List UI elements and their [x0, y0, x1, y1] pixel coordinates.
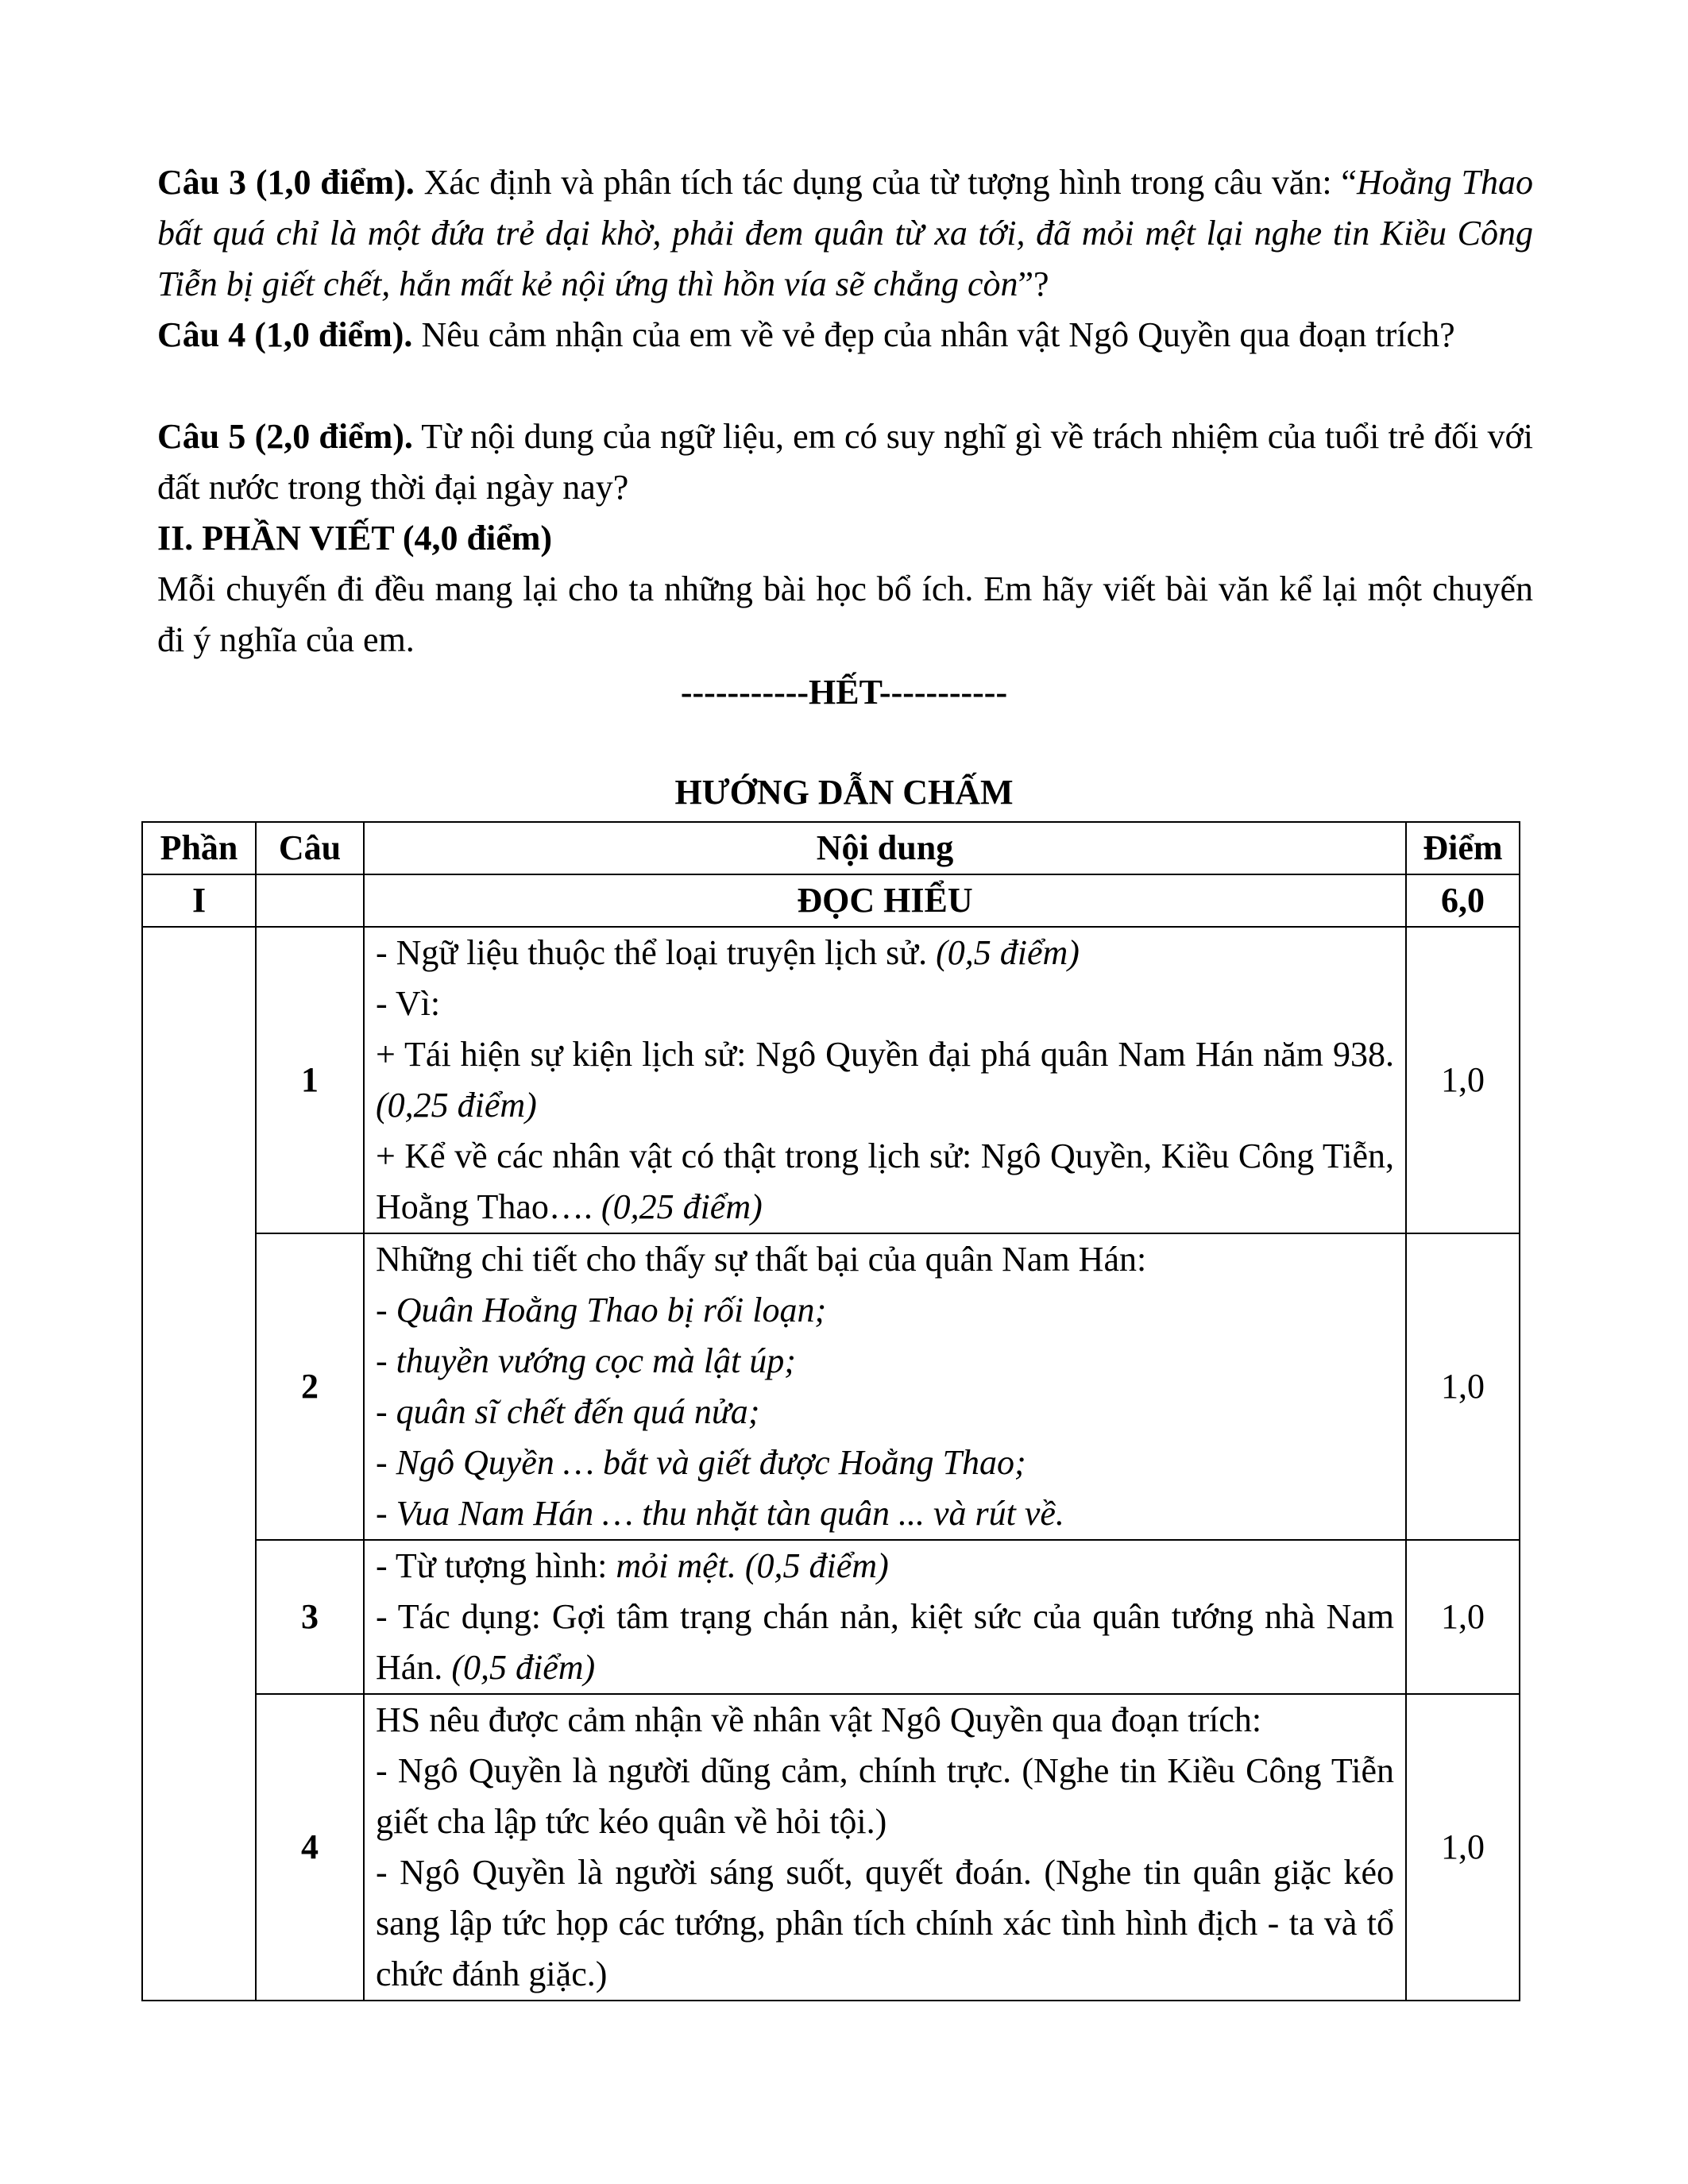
grading-table [141, 821, 1520, 2001]
question-3 [157, 157, 1533, 310]
question-3-prompt: Xác định và phân tích tác dụng của từ tượng hình trong câu văn: “ [414, 163, 1357, 202]
question-3-quote: Hoằng Thao bất quá chỉ là một đứa trẻ dại khờ, phải đem quân từ xa tới, đã mỏi mệt lại nghe tin Kiều Công Tiễn bị giết chết, hắn mất kẻ nội ứng thì hồn vía sẽ chẳng còn [157, 163, 1534, 303]
answer-term: mỏi mệt. (0,5 điểm) [616, 1546, 889, 1585]
answer-content [364, 927, 1406, 1233]
answer-item: - thuyền vướng cọc mà lật úp; [376, 1341, 796, 1380]
answer-item: - Vua Nam Hán … thu nhặt tàn quân ... và rút về. [376, 1494, 1064, 1533]
table-row [142, 1233, 1520, 1540]
part-merged-cell [142, 927, 256, 2001]
header-question: Câu [256, 822, 364, 874]
answer-text: + Tái hiện sự kiện lịch sử: Ngô Quyền đại phá quân Nam Hán năm 938. [376, 1035, 1394, 1074]
answer-intro: Những chi tiết cho thấy sự thất bại của quân Nam Hán: [376, 1240, 1147, 1279]
score-note: (0,5 điểm) [451, 1648, 596, 1687]
table-row [142, 927, 1520, 1233]
answer-text: - Ngữ liệu thuộc thể loại truyện lịch sử. [376, 933, 937, 972]
question-score: 1,0 [1406, 927, 1520, 1233]
question-score: 1,0 [1406, 1540, 1520, 1694]
answer-line [376, 1029, 1394, 1131]
question-3-label: Câu 3 (1,0 điểm). [157, 163, 415, 202]
question-4-prompt: Nêu cảm nhận của em về vẻ đẹp của nhân vật Ngô Quyền qua đoạn trích? [412, 315, 1455, 354]
answer-line: - Ngô Quyền là người sáng suốt, quyết đoán. (Nghe tin quân giặc kéo sang lập tức họp các tướng, phân tích chính xác tình hình địch - ta và tổ chức đánh giặc.) [376, 1853, 1394, 1993]
answer-line: HS nêu được cảm nhận về nhân vật Ngô Quyền qua đoạn trích: [376, 1700, 1262, 1739]
answer-line: - Ngô Quyền là người dũng cảm, chính trực. (Nghe tin Kiều Công Tiễn giết cha lập tức kéo quân về hỏi tội.) [376, 1751, 1394, 1841]
answer-text: - Vì: [376, 984, 441, 1023]
writing-heading: II. PHẦN VIẾT (4,0 điểm) [157, 519, 553, 558]
answer-line [376, 978, 1394, 1029]
header-score: Điểm [1406, 822, 1520, 874]
question-3-tail: ”? [1018, 264, 1049, 303]
score-note: (0,25 điểm) [376, 1086, 537, 1125]
section-title: ĐỌC HIỂU [364, 874, 1406, 927]
writing-prompt: Mỗi chuyến đi đều mang lại cho ta những bài học bổ ích. Em hãy viết bài văn kể lại một chuyến đi ý nghĩa của em. [157, 569, 1533, 659]
answer-line [376, 1592, 1394, 1693]
question-5-label: Câu 5 (2,0 điểm). [157, 417, 413, 456]
answer-item: - Quân Hoằng Thao bị rối loạn; [376, 1291, 827, 1329]
section-empty-cell [256, 874, 364, 927]
question-number: 2 [256, 1233, 364, 1540]
table-header-row [142, 822, 1520, 874]
question-4-label: Câu 4 (1,0 điểm). [157, 315, 413, 354]
header-part: Phần [142, 822, 256, 874]
score-note: (0,25 điểm) [601, 1187, 763, 1226]
end-marker: -----------HẾT----------- [680, 673, 1008, 712]
table-row [142, 1540, 1520, 1694]
answer-content [364, 1694, 1406, 2001]
answer-text: - Từ tượng hình: [376, 1546, 616, 1585]
answer-line [376, 1541, 1394, 1592]
answer-content [364, 1540, 1406, 1694]
question-4-text [157, 310, 1533, 361]
answer-item: - quân sĩ chết đến quá nửa; [376, 1392, 760, 1431]
answer-item: - Ngô Quyền … bắt và giết được Hoằng Thao; [376, 1443, 1026, 1482]
section-score: 6,0 [1406, 874, 1520, 927]
question-score: 1,0 [1406, 1233, 1520, 1540]
question-number: 4 [256, 1694, 364, 2001]
answer-line [376, 928, 1394, 978]
question-4 [157, 310, 1533, 361]
score-note: (0,5 điểm) [936, 933, 1080, 972]
answer-content [364, 1233, 1406, 1540]
grading-guide-title: HƯỚNG DẪN CHẤM [674, 773, 1014, 812]
question-5-prompt: Từ nội dung của ngữ liệu, em có suy nghĩ gì về trách nhiệm của tuổi trẻ đối với đất nước trong thời đại ngày nay? [157, 417, 1533, 507]
question-5 [157, 411, 1533, 513]
header-content: Nội dung [364, 822, 1406, 874]
question-number: 3 [256, 1540, 364, 1694]
answer-text: - Tác dụng: Gợi tâm trạng chán nản, kiệt sức của quân tướng nhà Nam Hán. [376, 1597, 1394, 1687]
question-5-text [157, 411, 1533, 513]
question-3-text [157, 157, 1533, 310]
answer-text: + Kể về các nhân vật có thật trong lịch sử: Ngô Quyền, Kiều Công Tiễn, Hoằng Thao…. [376, 1136, 1394, 1226]
answer-line [376, 1131, 1394, 1233]
section-row [142, 874, 1520, 927]
question-number: 1 [256, 927, 364, 1233]
section-part: I [142, 874, 256, 927]
question-score: 1,0 [1406, 1694, 1520, 2001]
table-row [142, 1694, 1520, 2001]
